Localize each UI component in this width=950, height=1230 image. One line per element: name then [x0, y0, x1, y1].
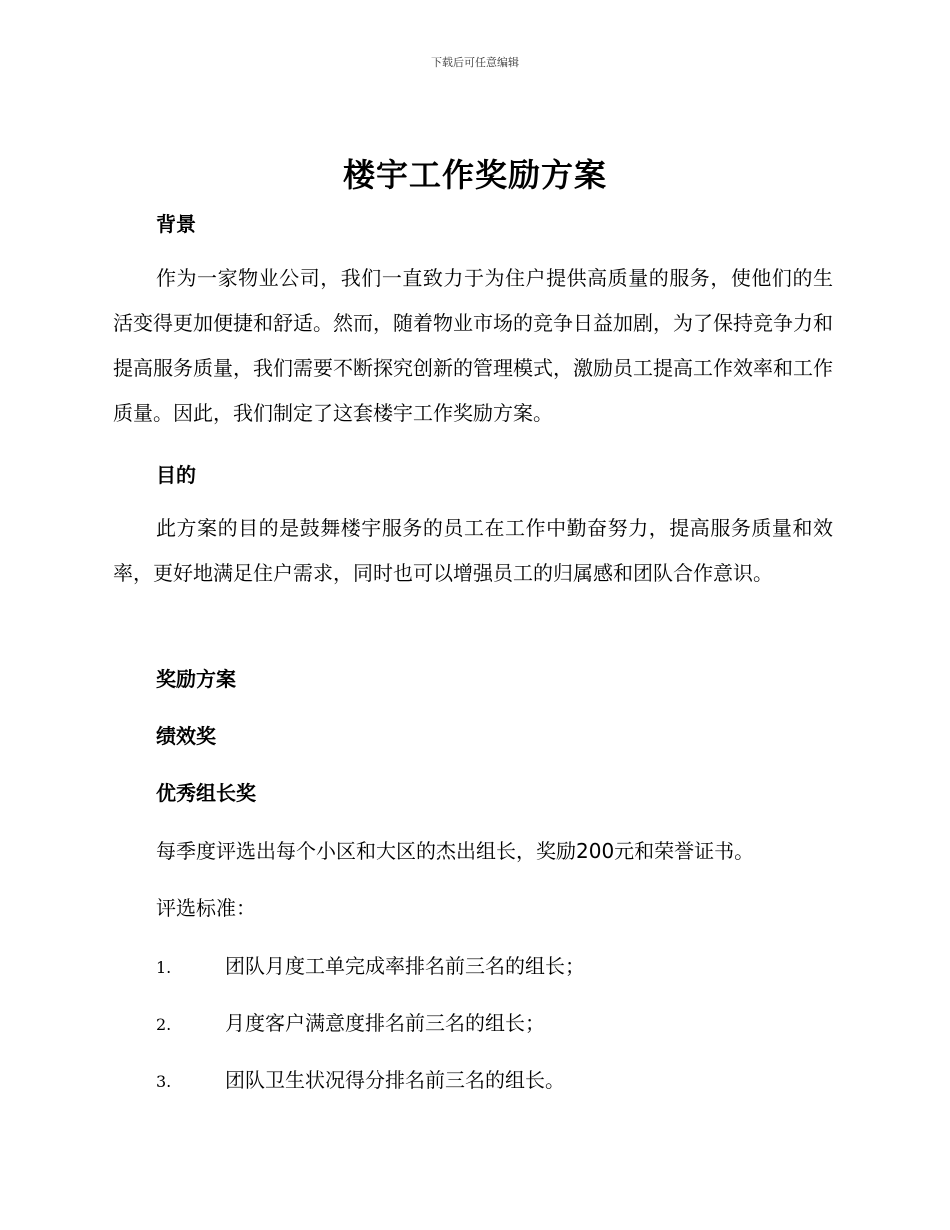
heading-performance-award: 绩效奖	[156, 724, 216, 748]
list-item	[156, 950, 856, 979]
list-number: 1.	[156, 958, 172, 977]
list-text: 团队卫生状况得分排名前三名的组长。	[225, 1068, 565, 1092]
paragraph-background: 作为一家物业公司，我们一直致力于为住户提供高质量的服务，使他们的生活变得更加便捷和舒适。然而，随着物业市场的竞争日益加剧，为了保持竞争力和提高服务质量，我们需要不断探究创新的管理模式，激励员工提高工作效率和工作质量。因此，我们制定了这套楼宇工作奖励方案。	[113, 266, 833, 425]
list-number: 3.	[156, 1072, 172, 1091]
list-text: 月度客户满意度排名前三名的组长；	[225, 1011, 545, 1035]
award-description: 每季度评选出每个小区和大区的杰出组长，奖励200元和荣誉证书。	[156, 839, 755, 863]
list-text: 团队月度工单完成率排名前三名的组长；	[225, 954, 585, 978]
heading-background: 背景	[156, 212, 196, 236]
heading-purpose: 目的	[156, 463, 196, 487]
header-note: 下载后可任意编辑	[431, 56, 519, 69]
list-number: 2.	[156, 1015, 172, 1034]
criteria-label: 评选标准：	[156, 896, 256, 920]
list-item	[156, 1007, 856, 1036]
list-item	[156, 1064, 856, 1093]
paragraph-purpose: 此方案的目的是鼓舞楼宇服务的员工在工作中勤奋努力，提高服务质量和效率，更好地满足住户需求，同时也可以增强员工的归属感和团队合作意识。	[113, 516, 833, 585]
heading-team-leader-award: 优秀组长奖	[156, 781, 256, 805]
document-title: 楼宇工作奖励方案	[342, 156, 607, 194]
heading-reward-plan: 奖励方案	[156, 667, 236, 691]
